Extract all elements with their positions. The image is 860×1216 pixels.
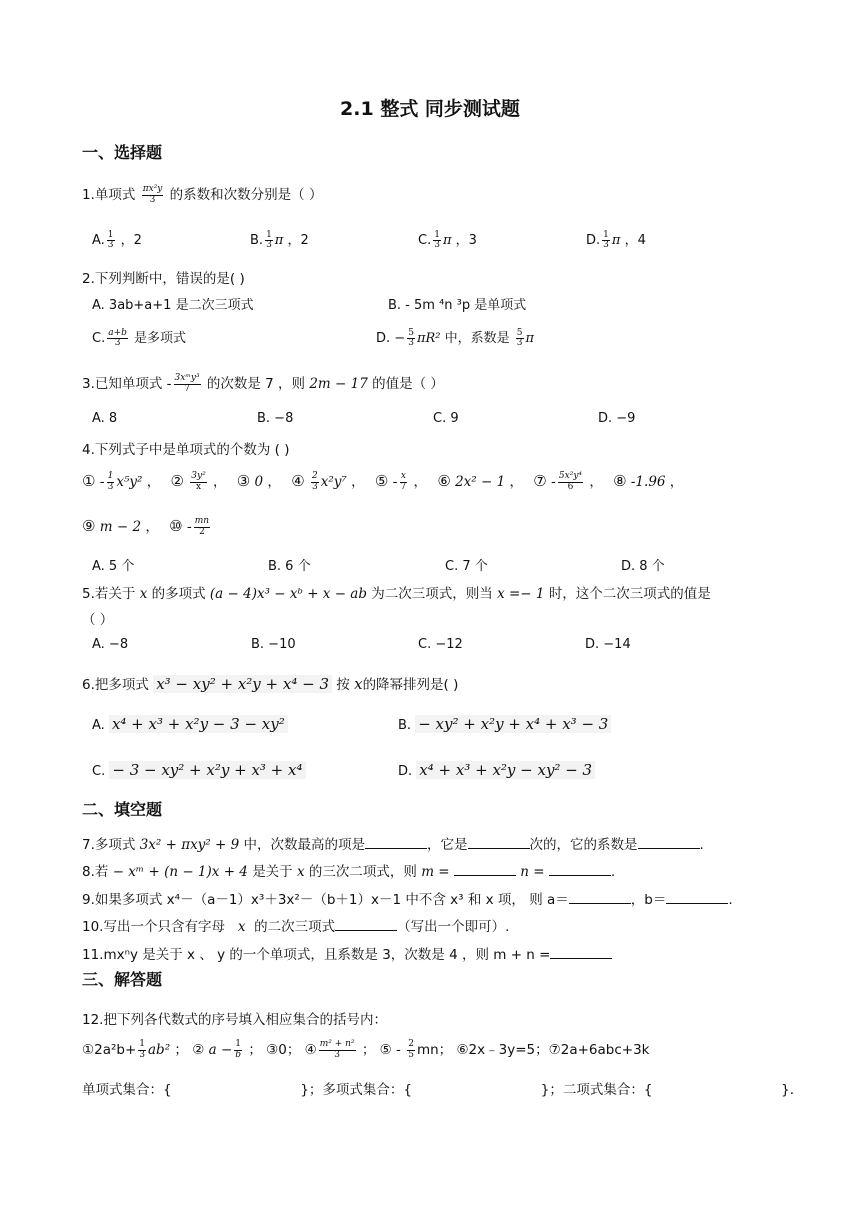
section-heading-solve: 三、解答题	[82, 970, 163, 989]
q8-blank-n[interactable]	[549, 863, 611, 876]
q2-option-b[interactable]: B. - 5m ⁴n ³p 是单项式	[388, 298, 527, 313]
section-heading-choice: 一、选择题	[82, 143, 163, 162]
q10-blank[interactable]	[335, 918, 397, 931]
question-6: 6.把多项式 x³ − xy² + x²y + x⁴ − 3 按 x的降幂排列是( )	[82, 675, 459, 693]
question-4: 4.下列式子中是单项式的个数为 ( )	[82, 442, 290, 458]
q4-expression-item: ③ 0 ，	[236, 472, 286, 490]
q4-option-d[interactable]: D. 8 个	[621, 559, 665, 574]
q7-blank-2[interactable]	[468, 836, 530, 849]
q4-expressions-row-2	[82, 515, 218, 537]
question-3: 3.已知单项式 - $\frac{\text{3xᵐy³}}{7}$ 的次数是 7 ，则 2m − 17 的值是（ ）	[82, 373, 444, 394]
q8-blank-m[interactable]	[454, 863, 516, 876]
q5-option-c[interactable]: C. −12	[418, 637, 463, 652]
q1-fraction: $\frac{\text{πx²y}}{3}$	[142, 184, 163, 205]
question-7: 7.多项式 3x² + πxy² + 9 中，次数最高的项是 ，它是 次的，它的系数是 .	[82, 837, 704, 853]
q9-blank-b[interactable]	[666, 891, 728, 904]
question-10: 10.写出一个只含有字母 x 的二次三项式 （写出一个即可）.	[82, 919, 510, 935]
section-heading-fill: 二、填空题	[82, 800, 163, 819]
q5-answer-paren: （ ）	[82, 612, 114, 628]
q4-expression-item: ⑥ 2x² − 1 ，	[437, 472, 528, 490]
q4-expression-item: ④ $\frac{2}{3}$ x²y⁷ ，	[291, 471, 369, 492]
q4-expression-item: ② $\frac{\text{3y²}}{x}$ ，	[170, 471, 231, 492]
q4-expression-item: ⑤ - $\frac{x}{7}$ ，	[374, 471, 432, 492]
question-2: 2.下列判断中，错误的是( )	[82, 271, 245, 287]
q7-blank-3[interactable]	[638, 836, 700, 849]
q3-option-b[interactable]: B. −8	[257, 411, 294, 426]
q5-option-a[interactable]: A. −8	[92, 637, 129, 652]
question-12: 12.把下列各代数式的序号填入相应集合的括号内：	[82, 1012, 387, 1028]
q4-option-a[interactable]: A. 5 个	[92, 559, 135, 574]
q6-option-d[interactable]: D. x⁴ + x³ + x²y − xy² − 3	[398, 761, 595, 779]
q4-expression-item: ⑨ m − 2 ，	[82, 517, 164, 535]
q3-option-d[interactable]: D. −9	[598, 411, 636, 426]
q1-option-d[interactable]: D. $\frac{1}{3}$ π ，4	[586, 229, 646, 250]
page-title: 2.1 整式 同步测试题	[340, 98, 520, 120]
q2-option-d[interactable]: D. − $\frac{5}{3}$ πR² 中，系数是 $\frac{5}{3}$ π	[376, 327, 535, 348]
q6-option-b[interactable]: B. − xy² + x²y + x⁴ + x³ − 3	[398, 715, 611, 733]
q4-expression-item: ⑧ -1.96 ，	[613, 472, 684, 490]
q1-option-b[interactable]: B. $\frac{1}{3}$ π ，2	[250, 229, 309, 250]
q12-sets: 单项式集合：{ }；多项式集合：{ }；二项式集合：{ }.	[82, 1082, 795, 1098]
q6-option-a[interactable]: A. x⁴ + x³ + x²y − 3 − xy²	[92, 715, 288, 733]
q1-prefix: 1.单项式	[82, 187, 136, 203]
question-11: 11.mxⁿy 是关于 x 、 y 的一个单项式，且系数是 3，次数是 4 ，则 m + n =	[82, 943, 612, 963]
question-5: 5.若关于 x 的多项式 (a − 4)x³ − xᵇ + x − ab 为二次三项式，则当 x =− 1 时，这个二次三项式的值是	[82, 586, 711, 602]
q9-blank-a[interactable]	[569, 891, 631, 904]
q11-blank[interactable]	[550, 946, 612, 959]
q1-suffix: 的系数和次数分别是（ ）	[169, 187, 323, 203]
q5-option-b[interactable]: B. −10	[251, 637, 296, 652]
q4-option-b[interactable]: B. 6 个	[268, 559, 311, 574]
question-8: 8.若 − xᵐ + (n − 1)x + 4 是关于 x 的三次二项式，则 m = n = .	[82, 864, 616, 880]
q1-option-a[interactable]: A. $\frac{1}{3}$ ，2	[92, 229, 142, 250]
q5-option-d[interactable]: D. −14	[585, 637, 631, 652]
q4-expression-item: ① - $\frac{1}{3}$ x⁵y² ，	[82, 471, 165, 492]
q1-option-c[interactable]: C. $\frac{1}{3}$ π ，3	[418, 229, 477, 250]
q3-option-a[interactable]: A. 8	[92, 411, 118, 426]
q4-expressions-row-1	[82, 470, 689, 492]
q3-option-c[interactable]: C. 9	[433, 411, 459, 426]
q4-expression-item: ⑦ - $\frac{\text{5x²y⁴}}{6}$ ，	[533, 471, 608, 492]
q7-blank-1[interactable]	[365, 836, 427, 849]
q6-option-c[interactable]: C. − 3 − xy² + x²y + x³ + x⁴	[92, 761, 306, 779]
q4-option-c[interactable]: C. 7 个	[445, 559, 488, 574]
q12-expressions: ①2a²b+ $\frac{1}{3}$ ab² ； ② a − $\frac{1}{b}$ ； ③0； ④ $\frac{\text{m² + n²}}{3}$ ； ⑤ - $\frac{2}{5}$ mn； ⑥2x﹣3y=5；⑦2a+6abc+3k	[82, 1039, 650, 1060]
q4-expression-item: ⑩ - $\frac{mn}{2}$	[169, 516, 210, 537]
q2-option-c[interactable]: C. $\frac{a+b}{3}$ 是多项式	[92, 327, 187, 348]
question-9: 9.如果多项式 x⁴－（a－1）x³＋3x²－（b＋1）x－1 中不含 x³ 和 x 项， 则 a＝ ，b＝ .	[82, 892, 733, 908]
question-1	[82, 183, 322, 205]
q2-option-a[interactable]: A. 3ab+a+1 是二次三项式	[92, 298, 254, 313]
